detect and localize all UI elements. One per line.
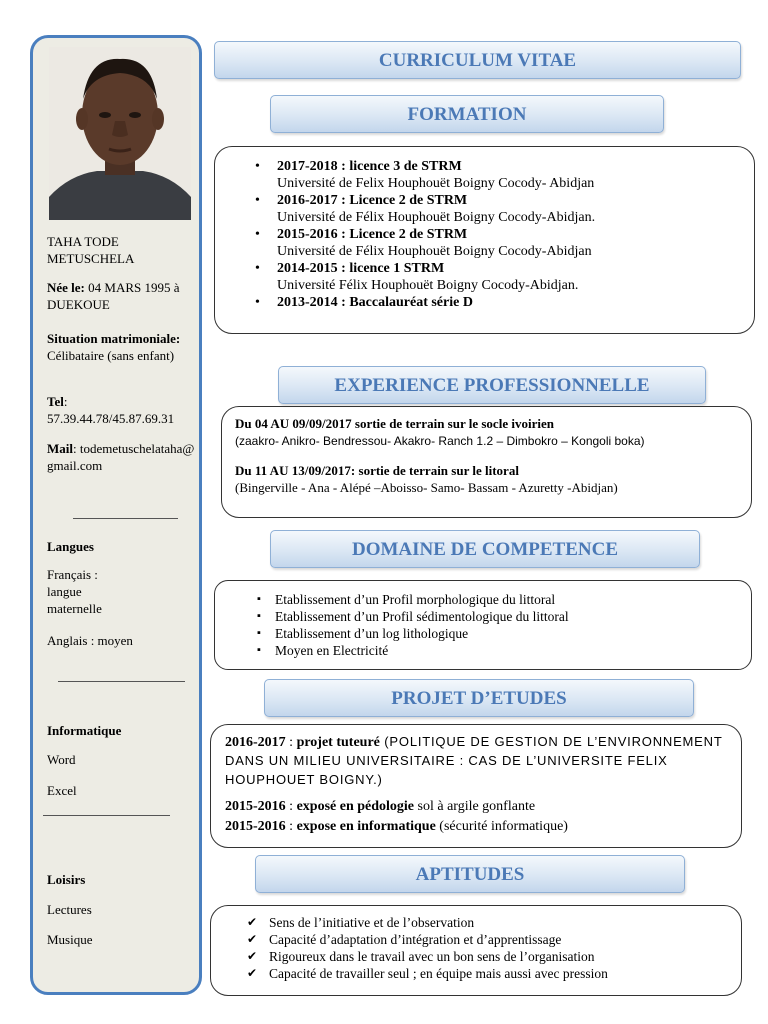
it-item-excel: Excel <box>47 783 77 798</box>
projet-item: 2016-2017 : projet tuteuré (POLITIQUE DE GESTION DE L’ENVIRONNEMENT DANS UN MILIEU UNIVERSITAIRE : CAS DE L’UNIVERSITE FELIX HOUPHOUET BOIGNY.) <box>225 734 723 787</box>
experience-heading: EXPERIENCE PROFESSIONNELLE <box>278 366 706 404</box>
full-name: TAHA TODE METUSCHELA <box>47 234 135 266</box>
aptitudes-box <box>210 905 742 996</box>
it-title: Informatique <box>47 723 122 738</box>
aptitudes-list <box>247 914 731 982</box>
marital-value: Célibataire (sans enfant) <box>47 348 175 363</box>
birth-info <box>47 279 197 313</box>
mail-value: : todemetuschelataha@gmail.com <box>47 441 195 473</box>
projet-item: 2015-2016 : expose en informatique (sécurité informatique) <box>225 819 568 834</box>
mail-label: Mail <box>47 441 73 456</box>
competence-list <box>257 591 741 659</box>
marital-status <box>47 330 197 364</box>
competence-item: ▪ Etablissement d’un Profil morphologique du littoral <box>257 591 741 608</box>
mail-info <box>47 440 197 474</box>
competence-item: ▪ Etablissement d’un log lithologique <box>257 625 741 642</box>
divider <box>58 681 185 682</box>
aptitudes-heading: APTITUDES <box>255 855 685 893</box>
formation-heading: FORMATION <box>270 95 664 133</box>
projet-box <box>210 724 742 848</box>
experience-item: Du 11 AU 13/09/2017: sortie de terrain sur le litoral (Bingerville - Ana - Alépé –Aboisso- Samo- Bassam - Azuretty -Abidjan) <box>235 463 618 495</box>
birth-value: 04 MARS 1995 à DUEKOUE <box>47 280 180 312</box>
formation-item: • 2017-2018 : licence 3 de STRM Université de Felix Houphouët Boigny Cocody- Abidjan <box>255 158 744 192</box>
it-item-word: Word <box>47 752 76 767</box>
hobbies-title: Loisirs <box>47 872 86 887</box>
birth-label: Née le: <box>47 280 85 295</box>
formation-list <box>255 158 744 311</box>
competence-item: ▪ Etablissement d’un Profil sédimentologique du littoral <box>257 608 741 625</box>
formation-box <box>214 146 755 334</box>
aptitude-item: ✔ Rigoureux dans le travail avec un bon sens de l’organisation <box>247 948 731 965</box>
language-french: Français : langue maternelle <box>47 567 102 616</box>
phone-label: Tel <box>47 394 64 409</box>
competence-heading: DOMAINE DE COMPETENCE <box>270 530 700 568</box>
phone-value: : 57.39.44.78/45.87.69.31 <box>47 394 175 426</box>
projet-item: 2015-2016 : exposé en pédologie sol à argile gonflante <box>225 799 536 814</box>
phone-info <box>47 393 197 427</box>
sidebar <box>30 35 202 995</box>
languages-title: Langues <box>47 539 94 554</box>
profile-photo <box>49 47 191 220</box>
experience-box <box>221 406 752 518</box>
formation-item: • 2016-2017 : Licence 2 de STRM Université de Félix Houphouët Boigny Cocody-Abidjan. <box>255 192 744 226</box>
formation-item: • 2014-2015 : licence 1 STRM Université Félix Houphouët Boigny Cocody-Abidjan. <box>255 260 744 294</box>
formation-item: • 2015-2016 : Licence 2 de STRM Université de Félix Houphouët Boigny Cocody-Abidjan <box>255 226 744 260</box>
aptitude-item: ✔ Sens de l’initiative et de l’observation <box>247 914 731 931</box>
experience-item: Du 04 AU 09/09/2017 sortie de terrain sur le socle ivoirien (zaakro- Anikro- Bendressou- Akakro- Ranch 1.2 – Dimbokro – Kongoli boka) <box>235 416 645 448</box>
divider <box>73 518 178 519</box>
language-english: Anglais : moyen <box>47 633 133 648</box>
hobby-reading: Lectures <box>47 902 92 917</box>
hobby-music: Musique <box>47 932 93 947</box>
aptitude-item: ✔ Capacité d’adaptation d’intégration et d’apprentissage <box>247 931 731 948</box>
projet-heading: PROJET D’ETUDES <box>264 679 694 717</box>
formation-item: • 2013-2014 : Baccalauréat série D <box>255 294 744 311</box>
aptitude-item: ✔ Capacité de travailler seul ; en équipe mais aussi avec pression <box>247 965 731 982</box>
competence-item: ▪ Moyen en Electricité <box>257 642 741 659</box>
cv-title: CURRICULUM VITAE <box>214 41 741 79</box>
divider <box>43 815 170 816</box>
marital-label: Situation matrimoniale: <box>47 331 181 346</box>
competence-box <box>214 580 752 670</box>
